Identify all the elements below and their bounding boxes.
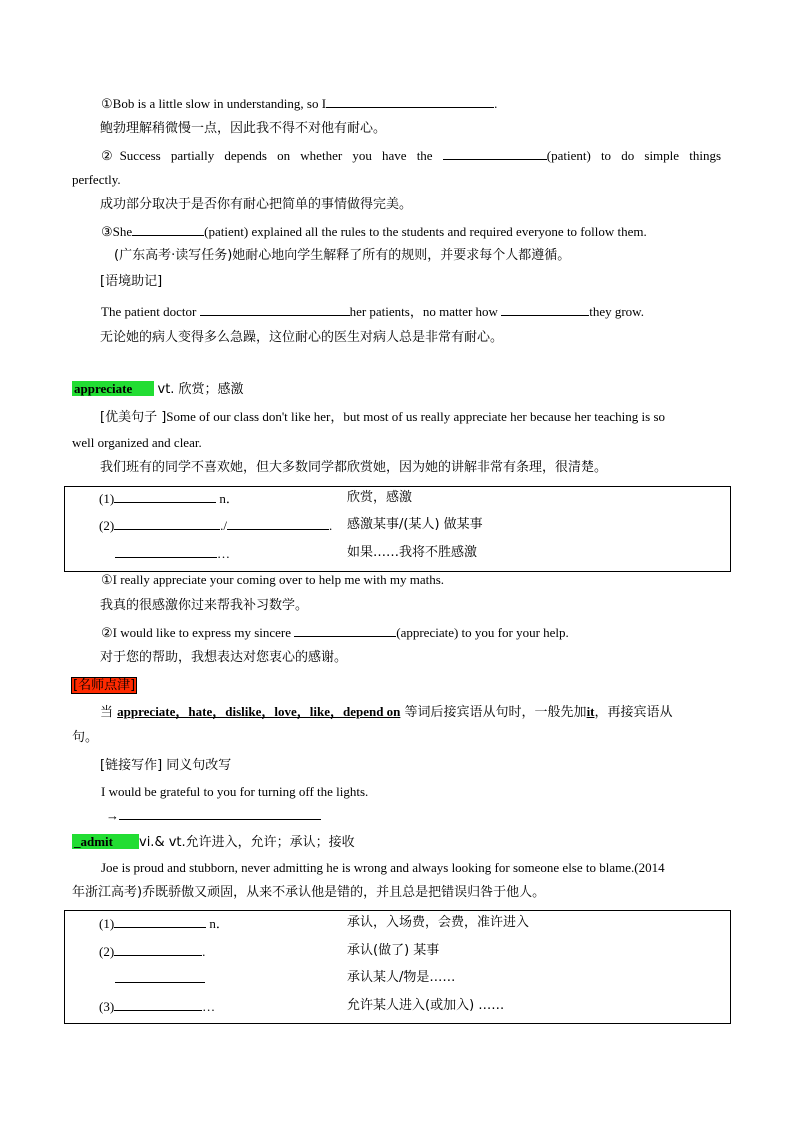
box-row: …	[115, 544, 230, 563]
answer-blank[interactable]	[114, 516, 220, 530]
sentence-2: ②Success partially depends on whether you have the (patient) to do simple things	[101, 148, 721, 163]
answer-blank[interactable]	[114, 942, 202, 956]
box-row-meaning: 承认，入场费，会费，准许进入	[347, 915, 530, 930]
teacher-tip-cont: 句。	[72, 730, 99, 745]
box-row-meaning: 欣赏，感激	[347, 490, 413, 505]
tip-keywords: appreciate，hate，dislike，love，like，depend on	[117, 704, 401, 719]
box-row-meaning: 承认(做了) 某事	[347, 943, 440, 958]
practice-1-translation: 我真的很感激你过来帮我补习数学。	[100, 598, 309, 613]
sentence-2-translation: 成功部分取决于是否你有耐心把简单的事情做得完美。	[100, 197, 413, 212]
admit-example: Joe is proud and stubborn, never admitting he is wrong and always looking for someone else to blame.(2014	[101, 860, 665, 875]
teacher-tip: 当 appreciate，hate，dislike，love，like，depend on 等词后接宾语从句时，一般先加it，再接宾语从	[100, 704, 673, 720]
answer-blank[interactable]	[115, 544, 217, 558]
box-row-meaning: 感激某事/(某人) 做某事	[347, 517, 483, 532]
word-family-box-admit	[64, 910, 731, 1024]
practice-2-translation: 对于您的帮助，我想表达对您衷心的感谢。	[100, 650, 348, 665]
box-row-meaning: 承认某人/物是……	[347, 970, 456, 985]
box-row: (2) .	[99, 944, 206, 959]
sentence-1: ①Bob is a little slow in understanding, so I .	[101, 96, 498, 111]
answer-blank[interactable]	[326, 94, 432, 108]
word-family-box-appreciate	[64, 486, 731, 572]
headword-highlight: _admit	[72, 834, 139, 849]
sentence-3: ③She (patient) explained all the rules to the students and required everyone to follow them.	[101, 224, 647, 239]
context-sentence: The patient doctor her patients，no matter how they grow.	[101, 304, 644, 319]
example-translation: 我们班有的同学不喜欢她，但大多数同学都欣赏她，因为她的讲解非常有条理，很清楚。	[100, 460, 608, 475]
context-label: [语境助记]	[100, 274, 163, 289]
practice-2: ②I would like to express my sincere (appreciate) to you for your help.	[101, 625, 569, 640]
headword-highlight: appreciate	[72, 381, 154, 396]
answer-blank[interactable]	[114, 914, 206, 928]
box-row-meaning: 允许某人进入(或加入) ……	[347, 998, 505, 1013]
answer-blank[interactable]	[294, 623, 396, 637]
answer-blank[interactable]	[501, 302, 589, 316]
answer-blank[interactable]	[227, 516, 329, 530]
answer-blank[interactable]	[432, 94, 494, 108]
sentence-3-translation: (广东高考·读写任务)她耐心地向学生解释了所有的规则，并要求每个人都遵循。	[114, 248, 571, 263]
box-row: (1) n．	[99, 491, 239, 506]
answer-blank[interactable]	[132, 222, 204, 236]
answer-blank[interactable]	[443, 146, 547, 160]
answer-blank[interactable]	[114, 997, 202, 1011]
box-row-meaning: 如果……我将不胜感激	[347, 545, 478, 560]
answer-blank[interactable]	[115, 969, 205, 983]
answer-blank[interactable]	[200, 302, 350, 316]
admit-example-translation: 年浙江高考)乔既骄傲又顽固，从来不承认他是错的，并且总是把错误归咎于他人。	[72, 885, 546, 900]
writing-sentence: I would be grateful to you for turning off the lights.	[101, 784, 369, 799]
sentence-2-cont: perfectly.	[72, 172, 121, 187]
tip-it: it	[586, 704, 595, 719]
headword-appreciate: appreciate vt. 欣赏；感激	[74, 381, 244, 397]
box-row: (3) …	[99, 999, 216, 1014]
context-translation: 无论她的病人变得多么急躁，这位耐心的医生对病人总是非常有耐心。	[100, 330, 504, 345]
rewrite-line: →	[106, 806, 321, 825]
writing-link-label: [链接写作] 同义句改写	[100, 758, 232, 773]
box-row: (1) n．	[99, 916, 229, 931]
box-row	[115, 969, 205, 988]
teacher-tip-tag: [名师点津]	[73, 678, 136, 693]
box-row: (2) ./ .	[99, 518, 333, 533]
sentence-1-translation: 鲍勃理解稍微慢一点，因此我不得不对他有耐心。	[100, 121, 387, 136]
example-line-1: [优美句子 ]Some of our class don't like her，but most of us really appreciate her because her teaching is so	[100, 409, 665, 425]
headword-admit: _admit vi.& vt.允许进入，允许；承认；接收	[74, 834, 355, 850]
example-line-2: well organized and clear.	[72, 435, 202, 450]
practice-1: ①I really appreciate your coming over to help me with my maths.	[101, 572, 445, 587]
answer-blank[interactable]	[119, 806, 321, 820]
answer-blank[interactable]	[114, 489, 216, 503]
